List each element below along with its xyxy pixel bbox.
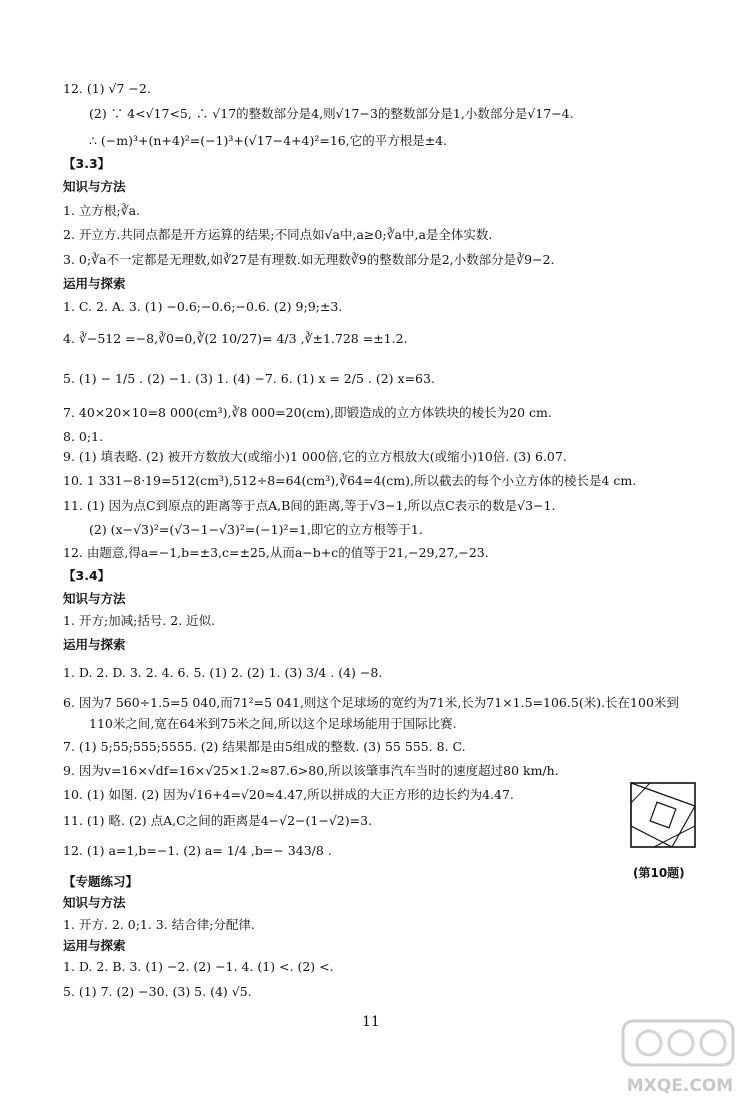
text-line: 5. (1) 7. (2) −30. (3) 5. (4) √5.	[63, 984, 252, 999]
subsection-heading: 知识与方法	[63, 179, 126, 194]
watermark-logo	[615, 1015, 745, 1100]
text-line: 5. (1) − 1/5 . (2) −1. (3) 1. (4) −7. 6. (1) x = 2/5 . (2) x=63.	[63, 371, 435, 386]
text-line: 9. 因为v=16×√df=16×√25×1.2≈87.6>80,所以该肇事汽车当时的速度超过80 km/h.	[63, 763, 559, 778]
text-line: 11. (1) 略. (2) 点A,C之间的距离是4−√2−(1−√2)=3.	[63, 813, 373, 828]
text-line: 1. C. 2. A. 3. (1) −0.6;−0.6;−0.6. (2) 9;9;±3.	[63, 299, 343, 314]
text-line: 12. 由题意,得a=−1,b=±3,c=±25,从而a−b+c的值等于21,−29,27,−23.	[63, 545, 489, 560]
text-line: 1. 开方. 2. 0;1. 3. 结合律;分配律.	[63, 917, 255, 932]
subsection-heading: 知识与方法	[63, 895, 126, 910]
text-line: 1. 立方根;∛a.	[63, 203, 141, 218]
subsection-heading: 知识与方法	[63, 591, 126, 606]
text-line: 12. (1) a=1,b=−1. (2) a= 1/4 ,b=− 343/8 .	[63, 843, 332, 858]
text-line: 12. (1) √7 −2.	[63, 81, 151, 96]
text-line: 10. 1 331−8·19=512(cm³),512÷8=64(cm³),∛64=4(cm),所以截去的每个小立方体的棱长是4 cm.	[63, 473, 637, 488]
text-line: 3. 0;∛a不一定都是无理数,如∛27是有理数.如无理数∛9的整数部分是2,小数部分是∛9−2.	[63, 252, 555, 267]
subsection-heading: 运用与探索	[63, 276, 126, 291]
figure-caption: (第10题)	[633, 866, 685, 880]
text-line: 1. 开方;加减;括号. 2. 近似.	[63, 613, 216, 628]
subsection-heading: 运用与探索	[63, 938, 126, 953]
text-line: 10. (1) 如图. (2) 因为√16+4=√20≈4.47,所以拼成的大正方形的边长约为4.47.	[63, 787, 514, 802]
text-line: 1. D. 2. D. 3. 2. 4. 6. 5. (1) 2. (2) 1. (3) 3/4 . (4) −8.	[63, 665, 383, 680]
text-line: ∴ (−m)³+(n+4)²=(−1)³+(√17−4+4)²=16,它的平方根是±4.	[89, 133, 448, 148]
text-line: 7. (1) 5;55;555;5555. (2) 结果都是由5组成的整数. (3) 55 555. 8. C.	[63, 739, 466, 754]
text-line: 9. (1) 填表略. (2) 被开方数放大(或缩小)1 000倍,它的立方根放大(或缩小)10倍. (3) 6.07.	[63, 449, 567, 464]
text-line: 1. D. 2. B. 3. (1) −2. (2) −1. 4. (1) <. (2) <.	[63, 959, 334, 974]
text-line: 2. 开立方.共同点都是开方运算的结果;不同点如√a中,a≥0;∛a中,a是全体实数.	[63, 227, 493, 242]
svg-text:MXQE.COM: MXQE.COM	[626, 1076, 734, 1096]
text-line: 110米之间,宽在64米到75米之间,所以这个足球场能用于国际比赛.	[89, 716, 457, 731]
section-heading: 【3.4】	[63, 568, 111, 583]
section-heading: 【3.3】	[63, 156, 111, 171]
square-figure	[630, 782, 696, 848]
text-line: 8. 0;1.	[63, 429, 103, 444]
text-line: (2) (x−√3)²=(√3−1−√3)²=(−1)²=1,即它的立方根等于1.	[89, 522, 423, 537]
section-heading: 【专题练习】	[63, 874, 139, 889]
page-number: 11	[362, 1014, 380, 1030]
text-line: 11. (1) 因为点C到原点的距离等于点A,B间的距离,等于√3−1,所以点C表示的数是√3−1.	[63, 498, 556, 513]
text-line: 4. ∛−512 =−8,∛0=0,∛(2 10/27)= 4/3 ,∛±1.728 =±1.2.	[63, 331, 408, 346]
text-line: (2) ∵ 4<√17<5, ∴ √17的整数部分是4,则√17−3的整数部分是1,小数部分是√17−4.	[89, 106, 574, 121]
text-line: 7. 40×20×10=8 000(cm³),∛8 000=20(cm),即锻造成的立方体铁块的棱长为20 cm.	[63, 405, 552, 420]
subsection-heading: 运用与探索	[63, 637, 126, 652]
text-line: 6. 因为7 560÷1.5=5 040,而71²=5 041,则这个足球场的宽约为71米,长为71×1.5=106.5(米).长在100米到	[63, 695, 679, 710]
